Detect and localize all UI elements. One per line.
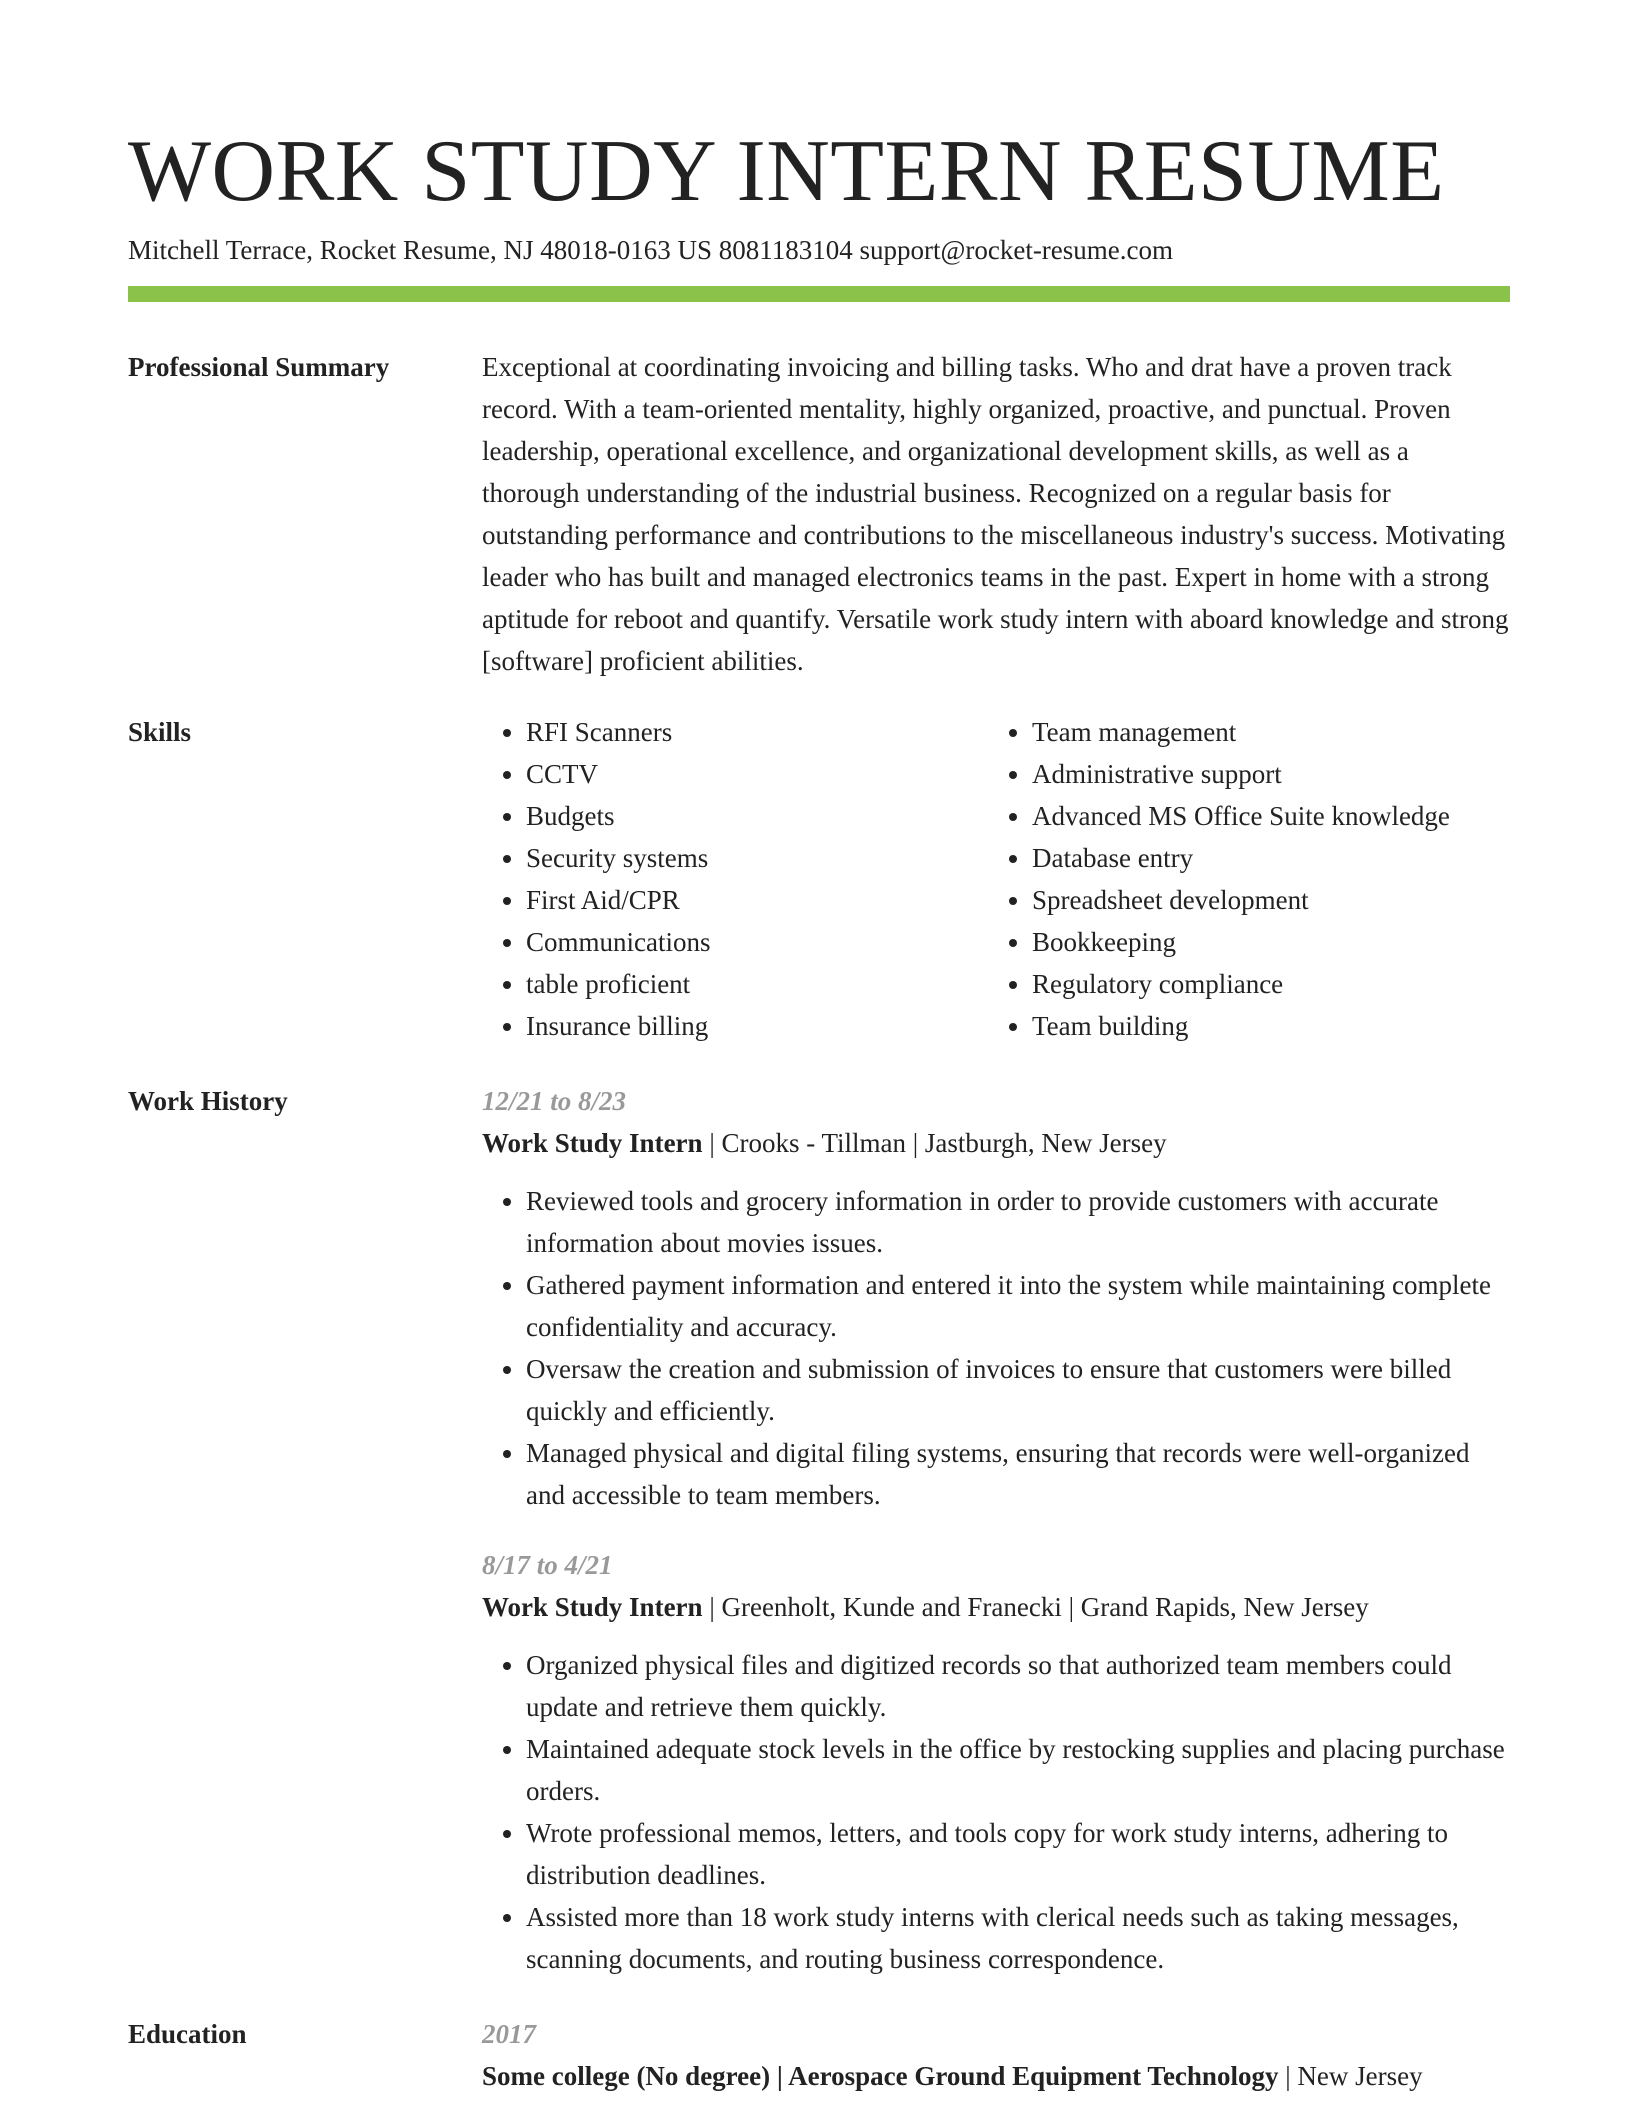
resume-title: WORK STUDY INTERN RESUME <box>128 123 1445 220</box>
work-history-body-2 <box>482 1544 1512 1980</box>
education-body <box>482 2013 1512 2097</box>
skill-item: • Bookkeeping <box>1032 921 1512 963</box>
skill-item: • Database entry <box>1032 837 1512 879</box>
skill-item: • Administrative support <box>1032 753 1512 795</box>
skill-item: • Team management <box>1032 711 1512 753</box>
job-header <box>482 1122 1512 1164</box>
skill-item: • RFI Scanners <box>526 711 988 753</box>
summary-body <box>482 346 1512 682</box>
contact-info: Mitchell Terrace, Rocket Resume, NJ 48018-0163 US 8081183104 support@rocket-resume.com <box>128 235 1174 265</box>
header-divider <box>128 286 1510 302</box>
job-bullet: • Reviewed tools and grocery information in order to provide customers with accurate information about movies issues. <box>526 1180 1512 1264</box>
job-bullets <box>482 1180 1512 1516</box>
job-title: Work Study Intern <box>482 1128 703 1158</box>
job-header <box>482 1586 1512 1628</box>
skill-item: • First Aid/CPR <box>526 879 988 921</box>
skill-item: • Budgets <box>526 795 988 837</box>
education-location: | New Jersey <box>1278 2061 1423 2091</box>
job-bullet: • Gathered payment information and entered it into the system while maintaining complete confidentiality and accuracy. <box>526 1264 1512 1348</box>
education-degree: Some college (No degree) | Aerospace Ground Equipment Technology <box>482 2061 1279 2091</box>
job-employer-location: | Crooks - Tillman | Jastburgh, New Jersey <box>702 1128 1167 1158</box>
skill-item: • CCTV <box>526 753 988 795</box>
education-heading: Education <box>128 2019 247 2049</box>
skill-item: • table proficient <box>526 963 988 1005</box>
skill-item: • Communications <box>526 921 988 963</box>
job-bullets <box>482 1644 1512 1980</box>
skill-item: • Insurance billing <box>526 1005 988 1047</box>
job-bullet: • Maintained adequate stock levels in the office by restocking supplies and placing purchase orders. <box>526 1728 1512 1812</box>
job-bullet: • Organized physical files and digitized records so that authorized team members could update and retrieve them quickly. <box>526 1644 1512 1728</box>
skills-heading: Skills <box>128 717 192 747</box>
job-bullet: • Assisted more than 18 work study interns with clerical needs such as taking messages, scanning documents, and routing business correspondence. <box>526 1896 1512 1980</box>
skills-list-left <box>482 711 988 1047</box>
summary-heading: Professional Summary <box>128 352 390 382</box>
skill-item: • Security systems <box>526 837 988 879</box>
work-history-heading: Work History <box>128 1086 288 1116</box>
skill-item: • Team building <box>1032 1005 1512 1047</box>
skills-list-right <box>988 711 1512 1047</box>
skill-item: • Advanced MS Office Suite knowledge <box>1032 795 1512 837</box>
skills-body <box>482 711 1512 1047</box>
job-date: 12/21 to 8/23 <box>482 1086 627 1116</box>
summary-text: Exceptional at coordinating invoicing and billing tasks. Who and drat have a proven track record. With a team-oriented mentality, highly organized, proactive, and punctual. Proven leadership, operational excellence, and organizational development skills, as well as a thorough understanding of the industrial business. Recognized on a regular basis for outstanding performance and contributions to the miscellaneous industry's success. Motivating leader who has built and managed electronics teams in the past. Expert in home with a strong aptitude for reboot and quantify. Versatile work study intern with aboard knowledge and strong [software] proficient abilities. <box>482 352 1509 676</box>
job-bullet: • Managed physical and digital filing systems, ensuring that records were well-organized and accessible to team members. <box>526 1432 1512 1516</box>
education-header <box>482 2055 1512 2097</box>
work-history-body <box>482 1080 1512 1516</box>
job-entry <box>482 1544 1512 1980</box>
job-title: Work Study Intern <box>482 1592 703 1622</box>
skill-item: • Regulatory compliance <box>1032 963 1512 1005</box>
job-entry <box>482 1080 1512 1516</box>
job-employer-location: | Greenholt, Kunde and Franecki | Grand Rapids, New Jersey <box>702 1592 1369 1622</box>
job-bullet: • Wrote professional memos, letters, and tools copy for work study interns, adhering to distribution deadlines. <box>526 1812 1512 1896</box>
job-date: 8/17 to 4/21 <box>482 1550 613 1580</box>
job-bullet: • Oversaw the creation and submission of invoices to ensure that customers were billed quickly and efficiently. <box>526 1348 1512 1432</box>
education-date: 2017 <box>482 2019 536 2049</box>
skill-item: • Spreadsheet development <box>1032 879 1512 921</box>
